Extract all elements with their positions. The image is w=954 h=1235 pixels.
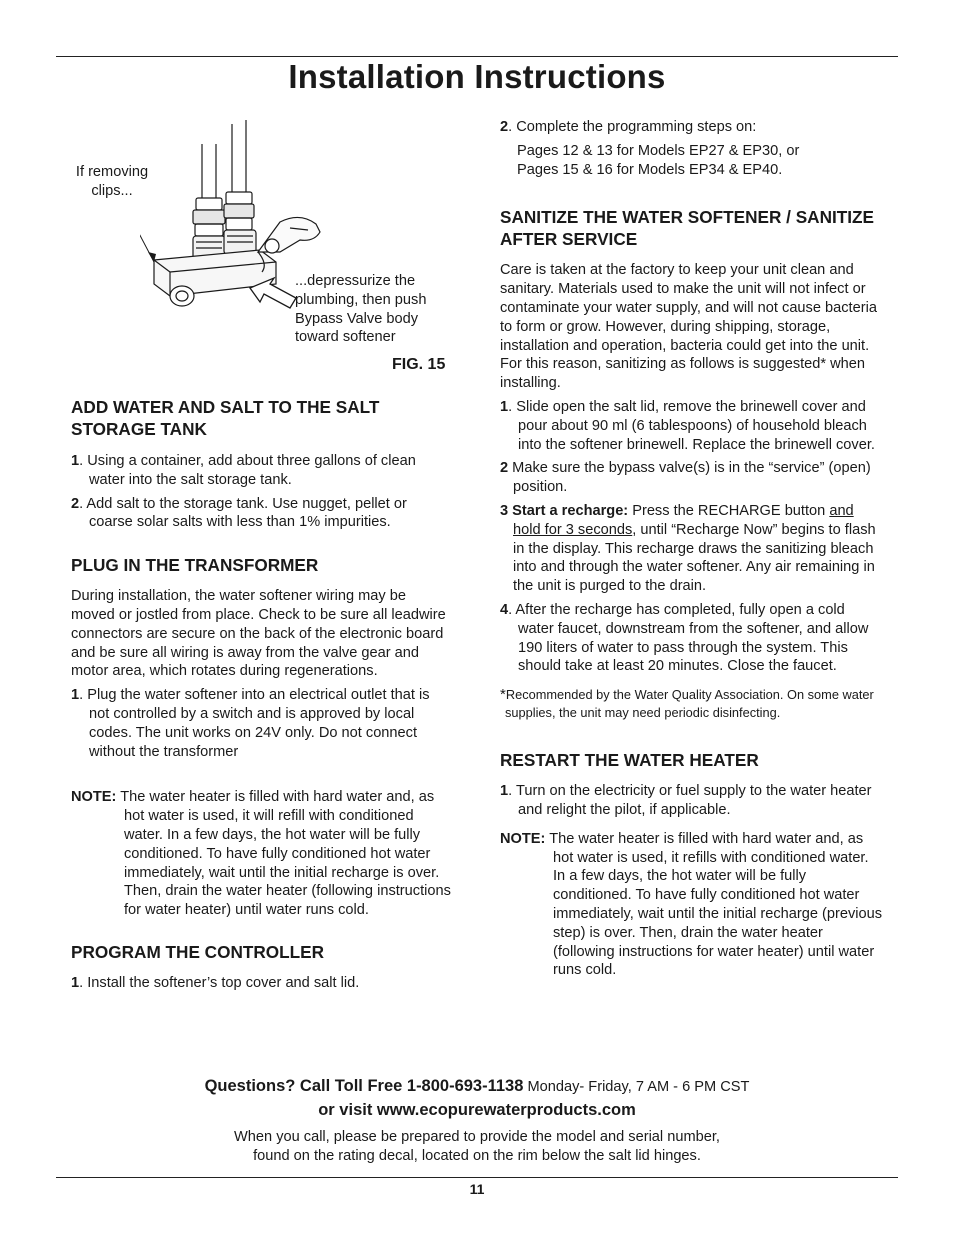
heading-restart-water-heater: RESTART THE WATER HEATER <box>500 750 759 771</box>
right-column <box>500 118 884 980</box>
program-pages-ep34-ep40: Pages 15 & 16 for Models EP34 & EP40. <box>517 161 783 178</box>
add-water-step-1: 1. Using a container, add about three gallons of clean water into the salt storage tank. <box>71 453 416 488</box>
footer-website: or visit www.ecopurewaterproducts.com <box>318 1101 636 1119</box>
program-pages-ep27-ep30: Pages 12 & 13 for Models EP27 & EP30, or <box>517 142 800 159</box>
transformer-intro: During installation, the water softener wiring may be moved or jostled from place. Check to be sure all leadwire connectors are secure on the back of the electronic board and be sure all wiring is away from the valve gear and motor area, which rotates during regenerations. <box>71 588 446 680</box>
heading-sanitize: SANITIZE THE WATER SOFTENER / SANITIZE AFTER SERVICE <box>500 207 874 250</box>
transformer-step-1: 1. Plug the water softener into an electrical outlet that is not controlled by a switch and is approved by local codes. The unit works on 24V only. Do not connect without the transformer <box>71 687 430 760</box>
left-column <box>71 396 453 993</box>
callout-removing-clips: If removing clips... <box>75 164 149 199</box>
heading-program-controller: PROGRAM THE CONTROLLER <box>71 941 325 962</box>
page-number: 11 <box>469 1181 485 1197</box>
restart-step-1: 1. Turn on the electricity or fuel supply to the water heater and relight the pilot, if applicable. <box>500 783 872 818</box>
program-step-1: 1. Install the softener’s top cover and salt lid. <box>71 974 360 991</box>
sanitize-step-3: 3 Start a recharge: Press the RECHARGE button and hold for 3 seconds, until “Recharge Now” begins to flash in the display. This recharge draws the sanitizing bleach into and through the water softener. Any air remaining in the unit is purged to the drain. <box>500 502 876 595</box>
top-rule <box>56 56 898 57</box>
sanitize-step-1: 1. Slide open the salt lid, remove the brinewell cover and pour about 90 ml (6 tablespoons) of household bleach into the softener brinewell. Replace the brinewell cover. <box>500 398 875 453</box>
heading-plug-transformer: PLUG IN THE TRANSFORMER <box>71 555 319 576</box>
callout-depressurize: ...depressurize the plumbing, then push Bypass Valve body toward softener <box>295 273 427 346</box>
figure-label: FIG. 15 <box>392 356 446 373</box>
add-water-step-2: 2. Add salt to the storage tank. Use nugget, pellet or coarse solar salts with less than 1% impurities. <box>71 495 407 531</box>
footer-prepare-note: When you call, please be prepared to provide the model and serial number, found on the rating decal, located on the rim below the salt lid hinges. <box>234 1129 720 1164</box>
heading-add-water-salt: ADD WATER AND SALT TO THE SALT STORAGE TANK <box>71 397 380 439</box>
footer-toll-free: Questions? Call Toll Free 1-800-693-1138 Monday- Friday, 7 AM - 6 PM CST <box>204 1077 750 1095</box>
footer-hours: Monday- Friday, 7 AM - 6 PM CST <box>523 1079 750 1095</box>
sanitize-step-2: 2 Make sure the bypass valve(s) is in the “service” (open) position. <box>500 460 871 496</box>
program-step-2: 2. Complete the programming steps on: <box>500 119 757 135</box>
bottom-rule <box>56 1177 898 1178</box>
sanitize-footnote: *Recommended by the Water Quality Association. On some water supplies, the unit may need periodic disinfecting. <box>500 686 874 721</box>
sanitize-intro: Care is taken at the factory to keep your unit clean and sanitary. Materials used to make the unit will not infect or contaminate your water supply, and will not cause bacteria to form or grow. However, during shipping, storage, installation and operation, bacteria could get into the unit. For this reason, sanitizing as follows is suggested* when installing. <box>500 262 877 392</box>
water-heater-note: NOTE: The water heater is filled with hard water and, as hot water is used, it will refill with conditioned water. In a few days, the hot water will be fully conditioned. To have fully conditioned hot water immediately, wait until the initial recharge is over. Then, drain the water heater (following instructions for water heater) until water runs cold. <box>71 789 451 919</box>
sanitize-step-4: 4. After the recharge has completed, fully open a cold water faucet, downstream from the softener, and allow 190 liters of water to pass through the system. This should take at least 20 minutes. Close the faucet. <box>500 601 869 675</box>
page-title: Installation Instructions <box>288 58 666 95</box>
restart-note: NOTE: The water heater is filled with hard water and, as hot water is used, it refills with conditioned water. In a few days, the hot water will be fully conditioned. To have fully conditioned hot water immediately, wait until the initial recharge (previous step) is over. Then, drain the water heater (following instructions for water heater) until water runs cold. <box>500 830 883 979</box>
